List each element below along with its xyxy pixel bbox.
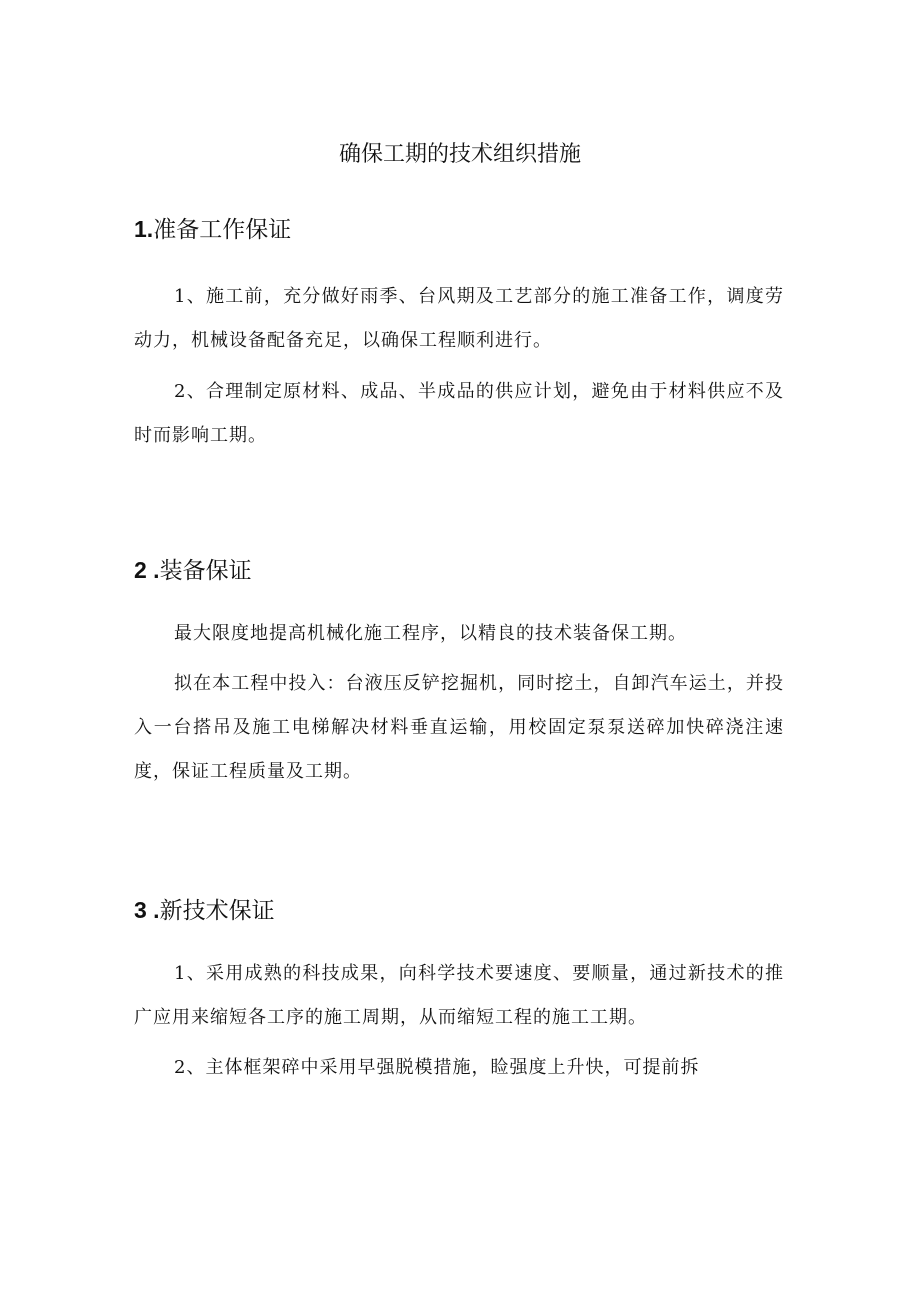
section-title-3: 新技术保证 xyxy=(159,898,275,924)
section-1-paragraph-2: 2、合理制定原材料、成品、半成品的供应计划，避免由于材料供应不及时而影响工期。 xyxy=(134,381,784,446)
section-number-2: 2 . xyxy=(134,557,160,583)
document-title: 确保工期的技术组织措施 xyxy=(338,142,581,167)
section-title-1: 准备工作保证 xyxy=(153,217,292,243)
section-heading-1 xyxy=(134,213,291,246)
section-1-paragraph-1: 1、施工前，充分做好雨季、台风期及工艺部分的施工准备工作，调度劳动力，机械设备配备充足，以确保工程顺利进行。 xyxy=(134,286,784,351)
section-heading-2 xyxy=(134,554,252,587)
section-number-1: 1. xyxy=(134,216,154,242)
section-2-paragraph-1: 最大限度地提高机械化施工程序，以精良的技术装备保工期。 xyxy=(174,623,687,644)
section-heading-3 xyxy=(134,894,275,927)
section-3-paragraph-2: 2、主体框架碎中采用早强脱模措施，睑强度上升快，可提前拆 xyxy=(174,1057,700,1078)
section-2-paragraph-2: 拟在本工程中投入：台液压反铲挖掘机，同时挖土，自卸汽车运土，并投入一台搭吊及施工电梯解决材料垂直运输，用校固定泵泵送碎加快碎浇注速度，保证工程质量及工期。 xyxy=(134,673,784,782)
section-3-paragraph-1: 1、采用成熟的科技成果，向科学技术要速度、要顺量，通过新技术的推广应用来缩短各工序的施工周期，从而缩短工程的施工工期。 xyxy=(134,963,784,1028)
section-title-2: 装备保证 xyxy=(159,558,252,584)
section-number-3: 3 . xyxy=(134,897,160,923)
